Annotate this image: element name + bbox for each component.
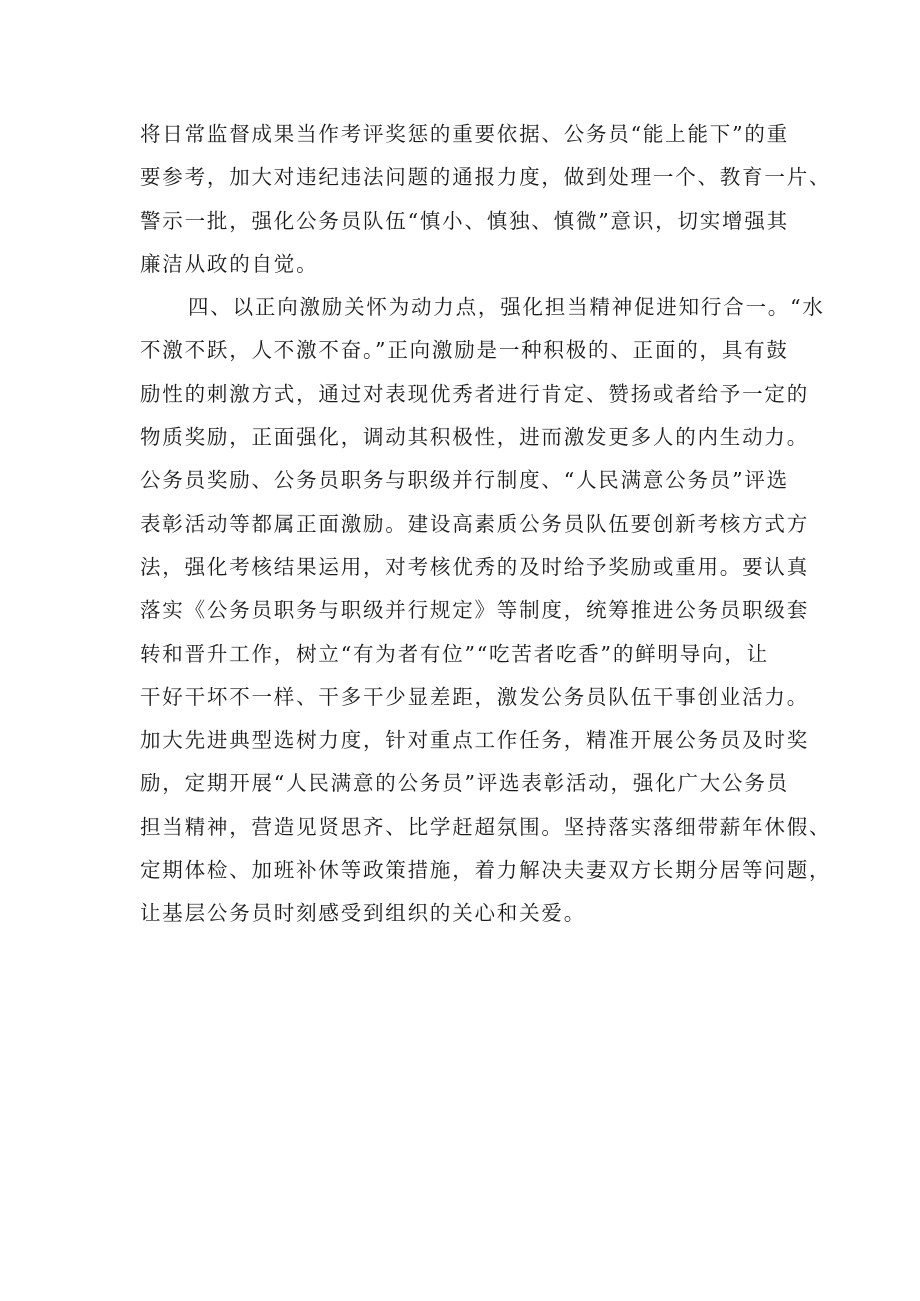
text-line: 让基层公务员时刻感受到组织的关心和关爱。 [140, 901, 586, 926]
text-line: 物质奖励，正面强化，调动其积极性，进而激发更多人的内生动力。 [140, 425, 809, 450]
text-line: 不激不跃，人不激不奋。”正向激励是一种积极的、正面的，具有鼓 [140, 338, 789, 363]
text-line: 警示一批，强化公务员队伍“慎小、慎独、慎微”意识，切实增强其 [140, 208, 789, 233]
section-heading-line: 四、以正向激励关怀为动力点，强化担当精神促进知行合一。“水 [188, 295, 825, 320]
text-line: 表彰活动等都属正面激励。建设高素质公务员队伍要创新考核方式方 [140, 511, 809, 536]
text-line: 励性的刺激方式，通过对表现优秀者进行肯定、赞扬或者给予一定的 [140, 381, 809, 406]
text-line: 法，强化考核结果运用，对考核优秀的及时给予奖励或重用。要认真 [140, 554, 809, 579]
text-line: 担当精神，营造见贤思齐、比学赶超氛围。坚持落实落细带薪年休假、 [140, 814, 832, 839]
text-line: 定期体检、加班补休等政策措施，着力解决夫妻双方长期分居等问题， [140, 858, 832, 883]
text-line: 转和晋升工作，树立“有为者有位”“吃苦者吃香”的鲜明导向，让 [140, 641, 769, 666]
text-line: 落实《公务员职务与职级并行规定》等制度，统筹推进公务员职级套 [140, 598, 809, 623]
body-text [140, 113, 832, 936]
text-line: 励，定期开展“人民满意的公务员”评选表彰活动，强化广大公务员 [140, 771, 789, 796]
text-line: 要参考，加大对违纪违法问题的通报力度，做到处理一个、教育一片、 [140, 165, 832, 190]
text-line: 廉洁从政的自觉。 [140, 251, 319, 276]
text-line: 将日常监督成果当作考评奖惩的重要依据、公务员“能上能下”的重 [140, 122, 789, 146]
text-line: 加大先进典型选树力度，针对重点工作任务，精准开展公务员及时奖 [140, 728, 809, 753]
text-line: 公务员奖励、公务员职务与职级并行制度、“人民满意公务员”评选 [140, 468, 789, 493]
text-line: 干好干坏不一样、干多干少显差距，激发公务员队伍干事创业活力。 [140, 684, 809, 709]
